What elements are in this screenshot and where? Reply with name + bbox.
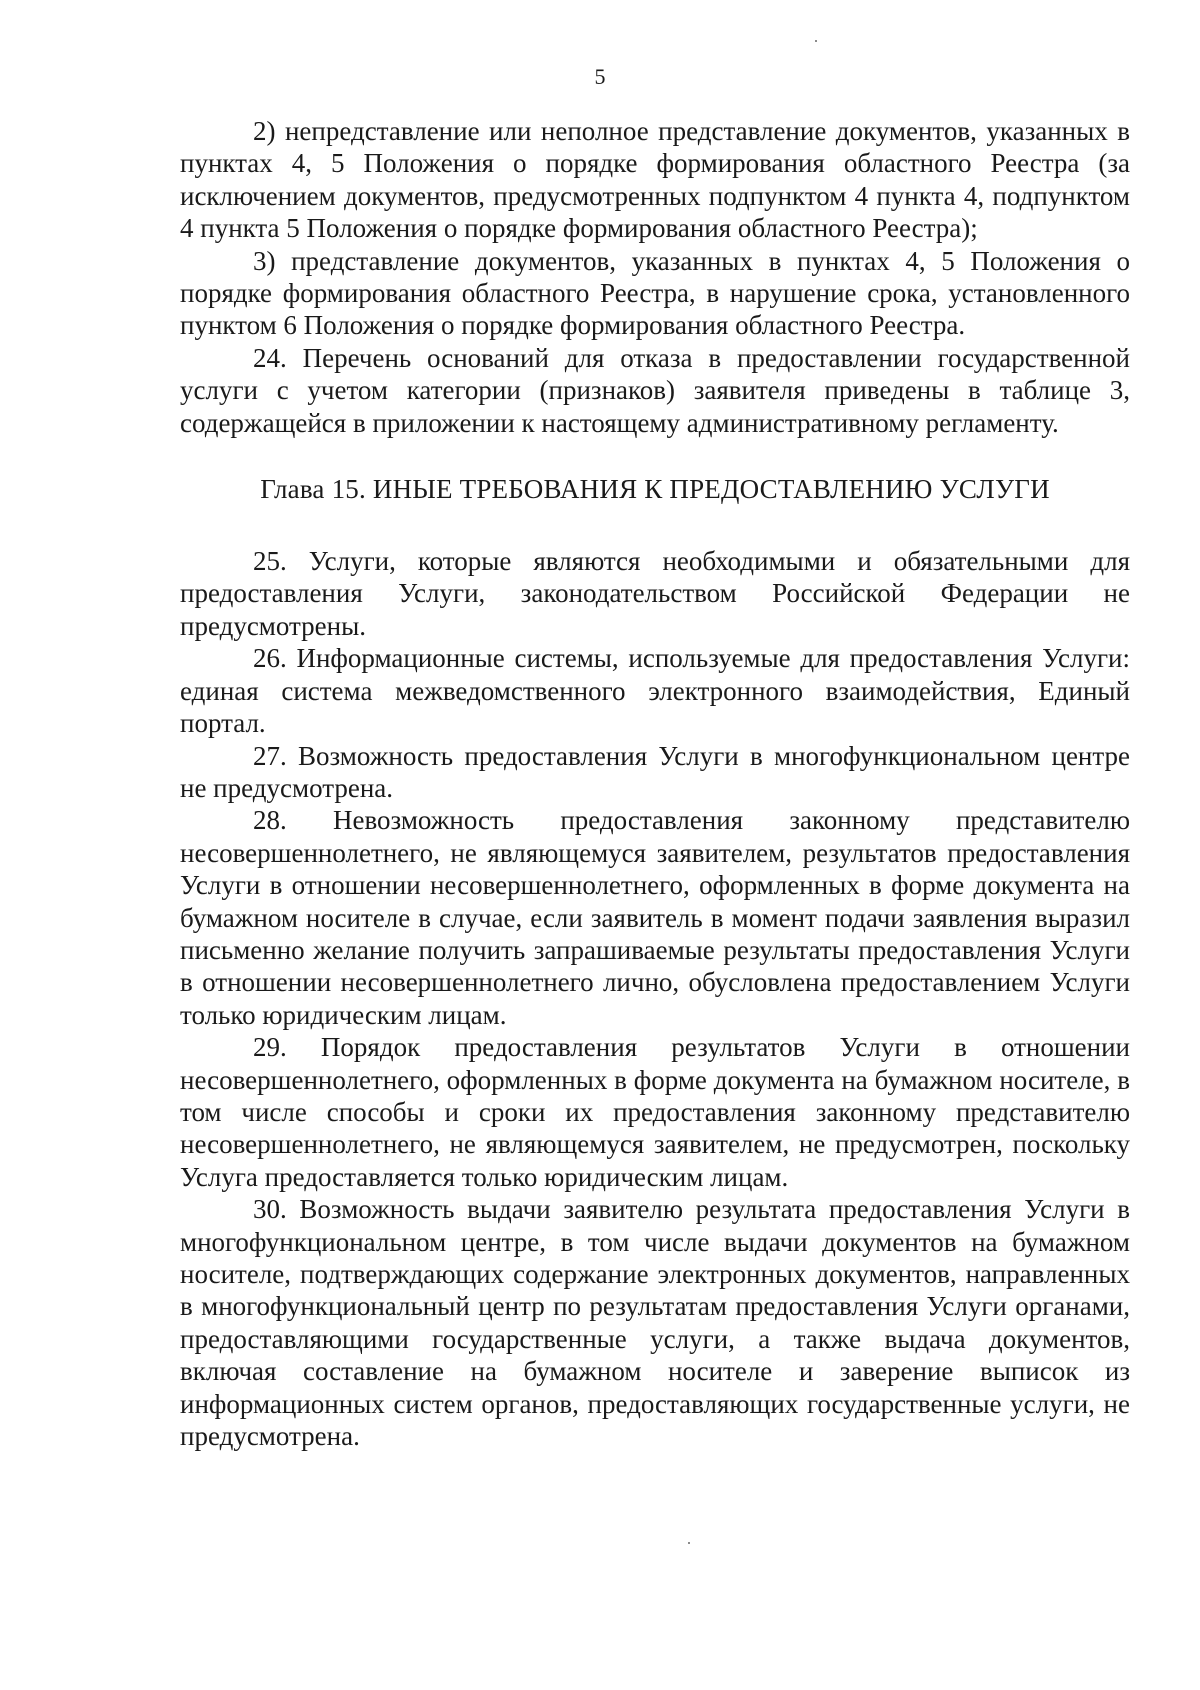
paragraph-30: 30. Возможность выдачи заявителю результата предоставления Услуги в многофункциональном центре, в том числе выдачи документов на бумажном носителе, подтверждающих содержание электронных документов, направленных в многофункциональный центр по результатам предоставления Услуги органами, предоставляющими государственные услуги, а также выдача документов, включая составление на бумажном носителе и заверение выписок из информационных систем органов, предоставляющих государственные услуги, не предусмотрена. bbox=[180, 1194, 1130, 1452]
paragraph-25: 25. Услуги, которые являются необходимыми и обязательными для предоставления Услуги, законодательством Российской Федерации не предусмотрены. bbox=[180, 546, 1130, 641]
paragraph-item-3: 3) представление документов, указанных в пунктах 4, 5 Положения о порядке формирования областного Реестра, в нарушение срока, установленного пунктом 6 Положения о порядке формирования областного Реестра. bbox=[180, 245, 1130, 341]
chapter-title: Глава 15. ИНЫЕ ТРЕБОВАНИЯ К ПРЕДОСТАВЛЕНИЮ УСЛУГИ bbox=[260, 474, 1050, 505]
scan-speck bbox=[688, 1542, 690, 1544]
paragraph-24: 24. Перечень оснований для отказа в предоставлении государственной услуги с учетом категории (признаков) заявителя приведены в таблице 3, содержащейся в приложении к настоящему административному регламенту. bbox=[180, 342, 1130, 438]
paragraph-27: 27. Возможность предоставления Услуги в многофункциональном центре не предусмотрена. bbox=[180, 740, 1130, 803]
scan-speck bbox=[815, 40, 817, 42]
paragraph-29: 29. Порядок предоставления результатов Услуги в отношении несовершеннолетнего, оформленных в форме документа на бумажном носителе, в том числе способы и сроки их предоставления законному представителю несовершеннолетнего, не являющемуся заявителем, не предусмотрен, поскольку Услуга предоставляется только юридическим лицам. bbox=[180, 1032, 1130, 1192]
paragraph-item-2: 2) непредставление или неполное представление документов, указанных в пунктах 4, 5 Положения о порядке формирования областного Реестра (за исключением документов, предусмотренных подпунктом 4 пункта 4, подпунктом 4 пункта 5 Положения о порядке формирования областного Реестра); bbox=[180, 116, 1130, 244]
page-number: 5 bbox=[594, 64, 606, 89]
paragraph-26: 26. Информационные системы, используемые для предоставления Услуги: единая система межведомственного электронного взаимодействия, Единый портал. bbox=[180, 643, 1130, 739]
document-body bbox=[180, 115, 1130, 1452]
paragraph-28: 28. Невозможность предоставления законному представителю несовершеннолетнего, не являющемуся заявителем, результатов предоставления Услуги в отношении несовершеннолетнего, оформленных в форме документа на бумажном носителе в случае, если заявитель в момент подачи заявления выразил письменно желание получить запрашиваемые результаты предоставления Услуги в отношении несовершеннолетнего лично, обусловлена предоставлением Услуги только юридическим лицам. bbox=[180, 805, 1130, 1030]
